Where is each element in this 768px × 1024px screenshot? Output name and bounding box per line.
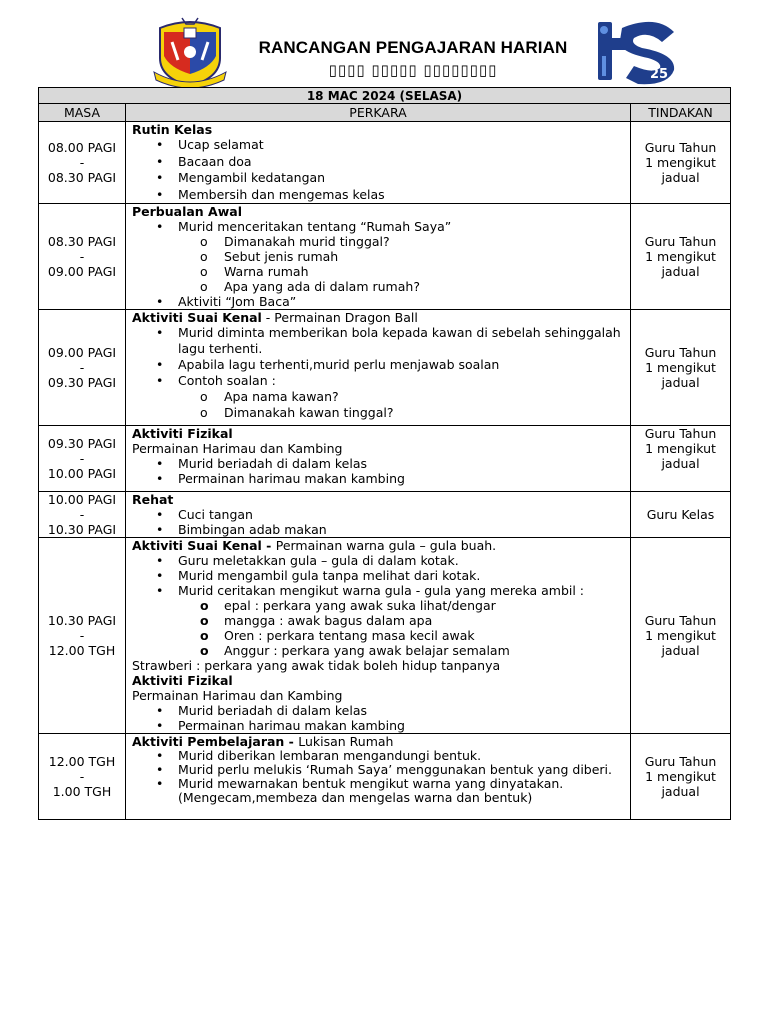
sub-list-item: o Sebut jenis rumah xyxy=(224,249,624,264)
list-item: • Murid beriadah di dalam kelas xyxy=(178,703,624,718)
activity-description: Strawberi : perkara yang awak tidak boleh hidup tanpanya xyxy=(132,658,501,673)
action-cell: Guru Kelas xyxy=(631,492,731,538)
time-cell: 08.00 PAGI - 08.30 PAGI xyxy=(39,122,126,204)
time-cell: 10.00 PAGI - 10.30 PAGI xyxy=(39,492,126,538)
sub-list-item: o Anggur : perkara yang awak belajar semalam xyxy=(224,643,624,658)
activity-description: Permainan Harimau dan Kambing xyxy=(132,441,343,456)
table-row xyxy=(39,538,731,734)
table-row xyxy=(39,734,731,820)
page-subtitle: ▯▯▯▯ ▯▯▯▯▯ ▯▯▯▯▯▯▯▯ xyxy=(328,61,498,79)
page-header xyxy=(0,0,768,88)
date-row xyxy=(39,88,731,104)
list-item: • Permainan harimau makan kambing xyxy=(178,718,624,733)
sub-list-item: o Oren : perkara tentang masa kecil awak xyxy=(224,628,624,643)
activity-title: Rehat xyxy=(132,492,174,507)
list-item: • Guru meletakkan gula – gula di dalam kotak. xyxy=(178,553,624,568)
list-item: • Murid diminta memberikan bola kepada kawan di sebelah sehinggalah lagu terhenti. xyxy=(178,325,624,357)
activity-title: Aktiviti Fizikal xyxy=(132,673,233,688)
school-crest-icon xyxy=(150,14,230,88)
time-cell: 10.30 PAGI - 12.00 TGH xyxy=(39,538,126,734)
list-item: • Murid diberikan lembaran mengandungi bentuk. xyxy=(178,749,624,763)
list-item: • Murid mengambil gula tanpa melihat dari kotak. xyxy=(178,568,624,583)
activity-title: Aktiviti Suai Kenal xyxy=(132,310,262,325)
table-row xyxy=(39,310,731,426)
column-header-perkara: PERKARA xyxy=(126,104,631,122)
list-item: • Mengambil kedatangan xyxy=(178,170,624,187)
sub-list-item: o mangga : awak bagus dalam apa xyxy=(224,613,624,628)
list-item: • Murid beriadah di dalam kelas xyxy=(178,456,624,471)
ts25-logo-icon xyxy=(596,16,678,86)
list-item: • Murid menceritakan tentang “Rumah Saya” o Dimanakah murid tinggal? o Sebut jenis rumah o Warna rumah o Apa yang ada di dalam rumah? xyxy=(178,219,624,294)
sub-list-item: o Warna rumah xyxy=(224,264,624,279)
page-title: RANCANGAN PENGAJARAN HARIAN xyxy=(258,38,568,57)
activity-cell: Aktiviti Suai Kenal - Permainan warna gula – gula buah. • Guru meletakkan gula – gula di dalam kotak. • Murid mengambil gula tanpa melihat dari kotak. • Murid ceritakan mengikut warna gula - gula yang mereka ambil : o epal : perkara yang awak suka lihat/dengar o mangga : awak bagus dalam apa o Oren : perkara tentang masa kecil awak o Anggur : perkara yang awak belajar semalam Strawberi : perkara yang awak tidak boleh hidup tanpanya Aktiviti Fizikal Permainan Harimau dan Kambing • Murid beriadah di dalam kelas • Permainan harimau makan kambing xyxy=(126,538,631,734)
activity-title: Aktiviti Pembelajaran - xyxy=(132,734,299,749)
sub-list-item: o Apa nama kawan? xyxy=(224,389,624,405)
sub-list-item: o epal : perkara yang awak suka lihat/dengar xyxy=(224,598,624,613)
table-row xyxy=(39,492,731,538)
activity-cell: Aktiviti Pembelajaran - Lukisan Rumah • Murid diberikan lembaran mengandungi bentuk. • Murid perlu melukis ‘Rumah Saya’ menggunakan bentuk yang diberi. • Murid mewarnakan bentuk mengikut warna yang dinyatakan. (Mengecam,membeza dan mengelas warna dan bentuk) xyxy=(126,734,631,820)
column-header-masa: MASA xyxy=(39,104,126,122)
activity-cell xyxy=(126,492,631,538)
list-item: • Murid ceritakan mengikut warna gula - gula yang mereka ambil : o epal : perkara yang awak suka lihat/dengar o mangga : awak bagus dalam apa o Oren : perkara tentang masa kecil awak o Anggur : perkara yang awak belajar semalam xyxy=(178,583,624,658)
activity-cell xyxy=(126,122,631,204)
activity-cell: Aktiviti Suai Kenal - Permainan Dragon Ball • Murid diminta memberikan bola kepada kawan di sebelah sehinggalah lagu terhenti. • Apabila lagu terhenti,murid perlu menjawab soalan • Contoh soalan : o Apa nama kawan? o Dimanakah kawan tinggal? xyxy=(126,310,631,426)
table-row xyxy=(39,204,731,310)
list-item: • Bimbingan adab makan xyxy=(178,522,624,537)
action-cell: Guru Tahun 1 mengikut jadual xyxy=(631,734,731,820)
action-cell: Guru Tahun 1 mengikut jadual xyxy=(631,310,731,426)
list-item: • Apabila lagu terhenti,murid perlu menjawab soalan xyxy=(178,357,624,373)
column-header-tindakan: TINDAKAN xyxy=(631,104,731,122)
activity-title: Perbualan Awal xyxy=(132,204,242,219)
list-item: • Aktiviti “Jom Baca” xyxy=(178,294,624,309)
activity-cell xyxy=(126,204,631,310)
sub-list-item: o Apa yang ada di dalam rumah? xyxy=(224,279,624,294)
time-cell: 09.30 PAGI - 10.00 PAGI xyxy=(39,426,126,492)
list-item: • Contoh soalan : o Apa nama kawan? o Dimanakah kawan tinggal? xyxy=(178,373,624,421)
activity-description: Permainan Harimau dan Kambing xyxy=(132,688,343,703)
list-item: • Murid mewarnakan bentuk mengikut warna yang dinyatakan. (Mengecam,membeza dan mengelas warna dan bentuk) xyxy=(178,777,624,805)
activity-cell xyxy=(126,426,631,492)
action-cell: Guru Tahun 1 mengikut jadual xyxy=(631,538,731,734)
list-item: • Ucap selamat xyxy=(178,137,624,154)
time-cell: 12.00 TGH - 1.00 TGH xyxy=(39,734,126,820)
activity-title: Rutin Kelas xyxy=(132,122,213,137)
table-row xyxy=(39,426,731,492)
table-row xyxy=(39,122,731,204)
list-item: • Permainan harimau makan kambing xyxy=(178,471,624,486)
list-item: • Membersih dan mengemas kelas xyxy=(178,187,624,204)
time-cell: 09.00 PAGI - 09.30 PAGI xyxy=(39,310,126,426)
list-item: • Murid perlu melukis ‘Rumah Saya’ menggunakan bentuk yang diberi. xyxy=(178,763,624,777)
date-cell: 18 MAC 2024 (SELASA) xyxy=(39,88,731,104)
lesson-plan-table xyxy=(38,87,731,820)
list-item: • Cuci tangan xyxy=(178,507,624,522)
header-row xyxy=(39,104,731,122)
action-cell: Guru Tahun 1 mengikut jadual xyxy=(631,426,731,492)
activity-title: Aktiviti Fizikal xyxy=(132,426,233,441)
action-cell: Guru Tahun 1 mengikut jadual xyxy=(631,122,731,204)
activity-title: Aktiviti Suai Kenal - xyxy=(132,538,276,553)
list-item: • Bacaan doa xyxy=(178,154,624,171)
sub-list-item: o Dimanakah murid tinggal? xyxy=(224,234,624,249)
time-cell: 08.30 PAGI - 09.00 PAGI xyxy=(39,204,126,310)
action-cell: Guru Tahun 1 mengikut jadual xyxy=(631,204,731,310)
ts25-logo-text: 25 xyxy=(650,67,669,82)
sub-list-item: o Dimanakah kawan tinggal? xyxy=(224,405,624,421)
